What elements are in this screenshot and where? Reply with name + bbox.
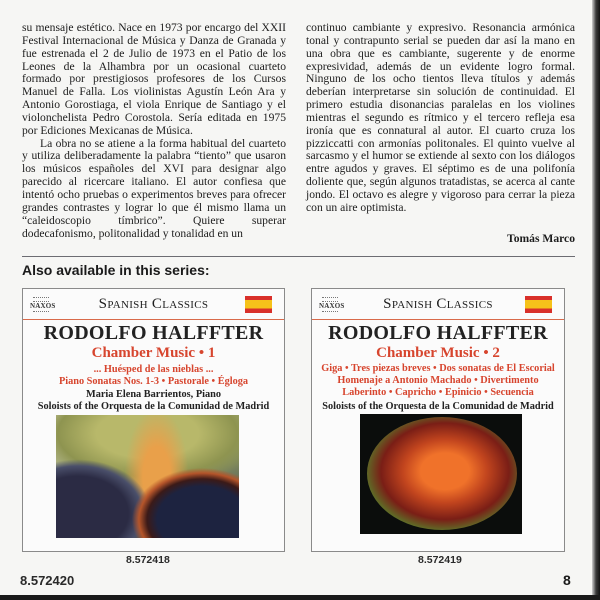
also-available-heading: Also available in this series: bbox=[22, 262, 210, 278]
composer-name: RODOLFO HALFFTER bbox=[43, 322, 264, 344]
author-signature: Tomás Marco bbox=[507, 232, 575, 245]
card-header bbox=[23, 289, 284, 320]
work-subtitle: Laberinto • Capricho • Epinicio • Secuencia bbox=[342, 387, 534, 398]
album-card bbox=[311, 288, 565, 552]
naxos-logo-icon: NAXOS bbox=[322, 297, 338, 313]
cover-artwork bbox=[360, 414, 522, 534]
card-header bbox=[312, 289, 564, 320]
scan-edge-shadow bbox=[0, 595, 600, 600]
work-subtitle: ... Huésped de las nieblas ... bbox=[93, 364, 214, 375]
album-card bbox=[22, 288, 285, 552]
work-subtitle: Homenaje a Antonio Machado • Divertimento bbox=[337, 375, 539, 386]
naxos-logo-icon: NAXOS bbox=[33, 297, 49, 313]
footer-catalog-number: 8.572420 bbox=[20, 573, 75, 588]
catalog-number: 8.572419 bbox=[418, 554, 462, 566]
series-title: Spanish Classics bbox=[383, 296, 493, 312]
section-divider bbox=[22, 256, 575, 257]
performer-line: Soloists of the Orquesta de la Comunidad de Madrid bbox=[322, 401, 554, 412]
essay-paragraph: su mensaje estético. Nace en 1973 por encargo del XXII Festival Internacional de Música y Danza de Granada y fue estrenada el 2 de Julio de 1973 en el Patio de los Leones de la Alhambra por un ocasional cuarteto formado por prestigiosos profesores de los Cursos Manuel de Falla. Los violinistas Agustín León Ara y Antonio Gorostiaga, el viola Enrique de Santiago y el violonchelista Pedro Corostola. Sería editada en 1975 por Ediciones Mexicanas de Música. bbox=[22, 21, 286, 137]
performer-line: Soloists of the Orquesta de la Comunidad de Madrid bbox=[37, 401, 270, 412]
spain-flag-icon bbox=[245, 296, 272, 313]
page-number: 8 bbox=[563, 572, 571, 588]
essay-paragraph: La obra no se atiene a la forma habitual del cuarteto y utiliza deliberadamente la palabra “tiento” que usaron los músicos españoles del XVI para designar algo parecido al ricercare italiano. El autor confiesa que intentó ocho pruebas o experimentos breves para ofrecer grandes contrastes y lograr lo que él mismo llama un “caleidoscopio tímbrico”. Quiere superar dodecafonismo, politonalidad y tonalidad en un bbox=[22, 136, 286, 240]
series-title: Spanish Classics bbox=[98, 296, 209, 312]
spain-flag-icon bbox=[525, 296, 552, 313]
composer-name: RODOLFO HALFFTER bbox=[328, 322, 548, 344]
essay-column-right bbox=[306, 22, 575, 215]
work-title: Chamber Music • 1 bbox=[91, 345, 216, 361]
catalog-number: 8.572418 bbox=[126, 554, 170, 566]
essay-column-left bbox=[22, 22, 286, 240]
work-title: Chamber Music • 2 bbox=[376, 345, 500, 361]
performer-line: Maria Elena Barrientos, Piano bbox=[86, 389, 221, 400]
work-subtitle: Piano Sonatas Nos. 1-3 • Pastorale • Égloga bbox=[58, 376, 249, 387]
scan-edge-shadow bbox=[592, 0, 600, 600]
work-subtitle: Giga • Tres piezas breves • Dos sonatas de El Escorial bbox=[321, 363, 555, 374]
essay-paragraph: continuo cambiante y expresivo. Resonancia armónica tonal y contrapunto serial se pueden dar así la mano en una obra que es cambiante, sugerente y de enorme expresividad, además de un evidente logro formal. Ninguno de los ocho tientos lleva títulos y además deberían interpretarse sin solución de continuidad. El primero estudia disonancias paralelas en los violines mientras el segundo es rítmico y el tercero refleja esa ironía que es connatural al autor. El cuarto cruza los pizziccatti con armonías politonales. El quinto vuelve al sarcasmo y el humor se extiende al sexto con los diálogos entre agudos y graves. El séptimo es de una polifonía doliente que, según algunos tratadistas, se acerca al cante jondo. El octavo es alegre y vigoroso para cerrar la pieza con un aire optimista. bbox=[306, 21, 575, 214]
cover-artwork bbox=[56, 415, 239, 538]
